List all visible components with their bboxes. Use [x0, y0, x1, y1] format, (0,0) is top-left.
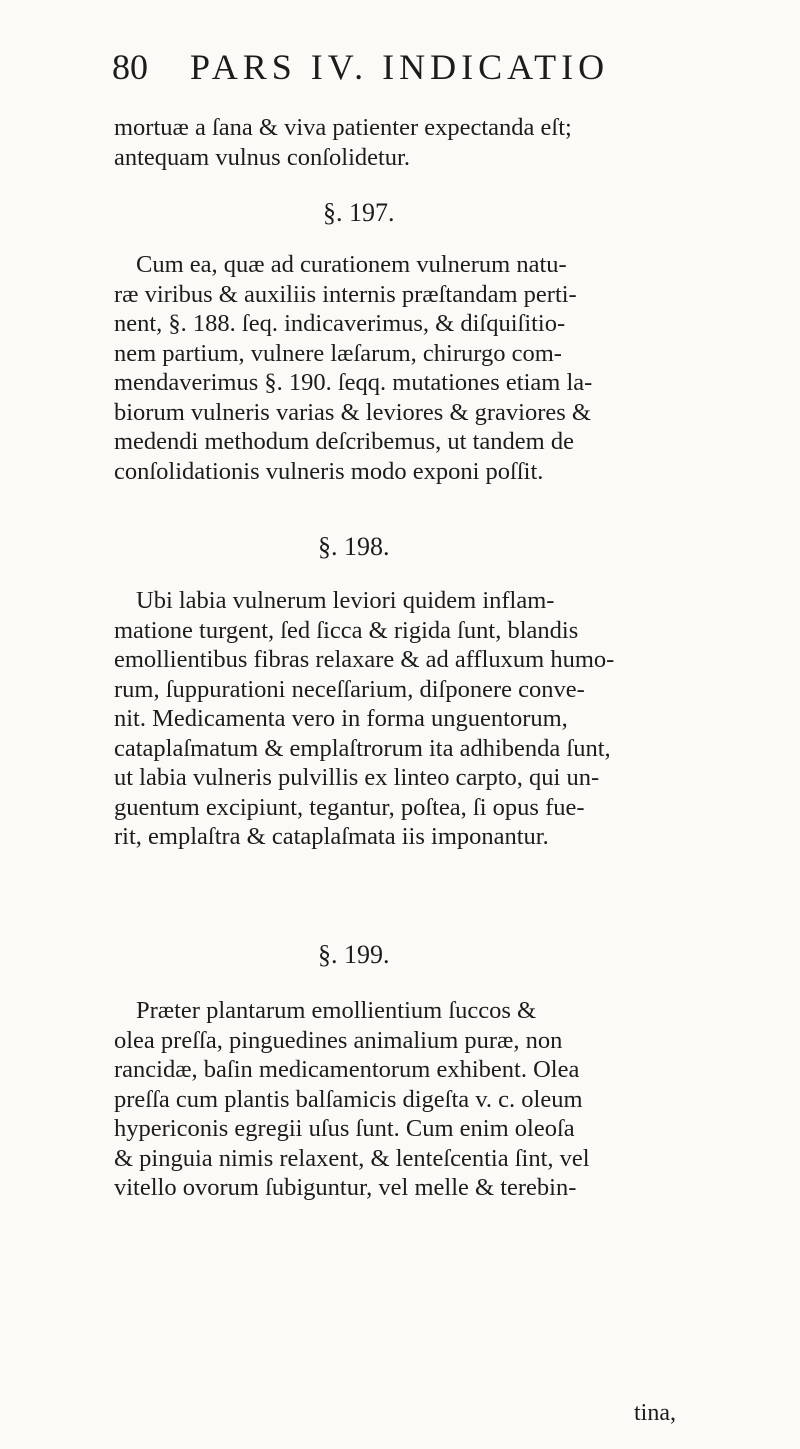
- text-line: nem partium, vulnere læſarum, chirurgo com-: [114, 339, 562, 367]
- text-line: rancidæ, baſin medicamentorum exhibent. Olea: [114, 1056, 580, 1083]
- text-line: conſolidationis vulneris modo exponi poſſit.: [114, 457, 544, 485]
- text-line: mortuæ a ſana & viva patienter expectanda eſt;: [114, 114, 572, 141]
- text-line: preſſa cum plantis balſamicis digeſta v. c. oleum: [114, 1085, 583, 1113]
- text-line: Cum ea, quæ ad curationem vulnerum natu-: [136, 251, 567, 278]
- text-line: antequam vulnus conſolidetur.: [114, 143, 410, 171]
- section-heading-199: §. 199.: [318, 940, 390, 969]
- section-198-paragraph: [114, 586, 694, 852]
- text-line: Præter plantarum emollientium ſuccos &: [136, 997, 537, 1024]
- text-line: matione turgent, ſed ſicca & rigida ſunt, blandis: [114, 616, 579, 644]
- text-line: mendaverimus §. 190. ſeqq. mutationes etiam la-: [114, 369, 593, 396]
- text-line: ræ viribus & auxiliis internis præſtandam perti-: [114, 280, 577, 308]
- text-line: emollientibus fibras relaxare & ad affluxum humo-: [114, 646, 615, 673]
- text-line: nit. Medicamenta vero in forma unguentorum,: [114, 705, 568, 732]
- text-line: rum, ſuppurationi neceſſarium, diſponere conve-: [114, 675, 585, 703]
- text-line: cataplaſmatum & emplaſtrorum ita adhibenda ſunt,: [114, 734, 611, 762]
- running-head: [112, 46, 712, 96]
- section-heading-197: §. 197.: [323, 198, 395, 227]
- text-line: rit, emplaſtra & cataplaſmata iis imponantur.: [114, 823, 549, 850]
- text-line: nent, §. 188. ſeq. indicaverimus, & diſquiſitio-: [114, 310, 566, 337]
- text-line: ut labia vulneris pulvillis ex linteo carpto, qui un-: [114, 764, 600, 791]
- continuation-paragraph: [114, 113, 694, 172]
- text-line: biorum vulneris varias & leviores & graviores &: [114, 398, 591, 426]
- text-line: vitello ovorum ſubiguntur, vel melle & terebin-: [114, 1174, 577, 1201]
- text-line: medendi methodum deſcribemus, ut tandem de: [114, 428, 574, 455]
- text-line: hyperiсonis egregii uſus ſunt. Cum enim oleoſa: [114, 1115, 575, 1142]
- text-line: olea preſſa, pinguedines animalium puræ, non: [114, 1026, 563, 1054]
- section-heading-198: §. 198.: [318, 532, 390, 561]
- text-line: Ubi labia vulnerum leviori quidem inflam-: [136, 587, 555, 614]
- page-number: 80: [112, 47, 148, 87]
- text-line: & pinguia nimis relaxent, & lenteſcentia ſint, vel: [114, 1144, 590, 1172]
- section-197-paragraph: [114, 250, 694, 486]
- text-line: guentum excipiunt, tegantur, poſtea, ſi opus fue-: [114, 793, 585, 821]
- running-title: PARS IV. INDICATIO: [190, 47, 610, 87]
- catchword: tina,: [634, 1400, 676, 1426]
- section-199-paragraph: [114, 996, 694, 1203]
